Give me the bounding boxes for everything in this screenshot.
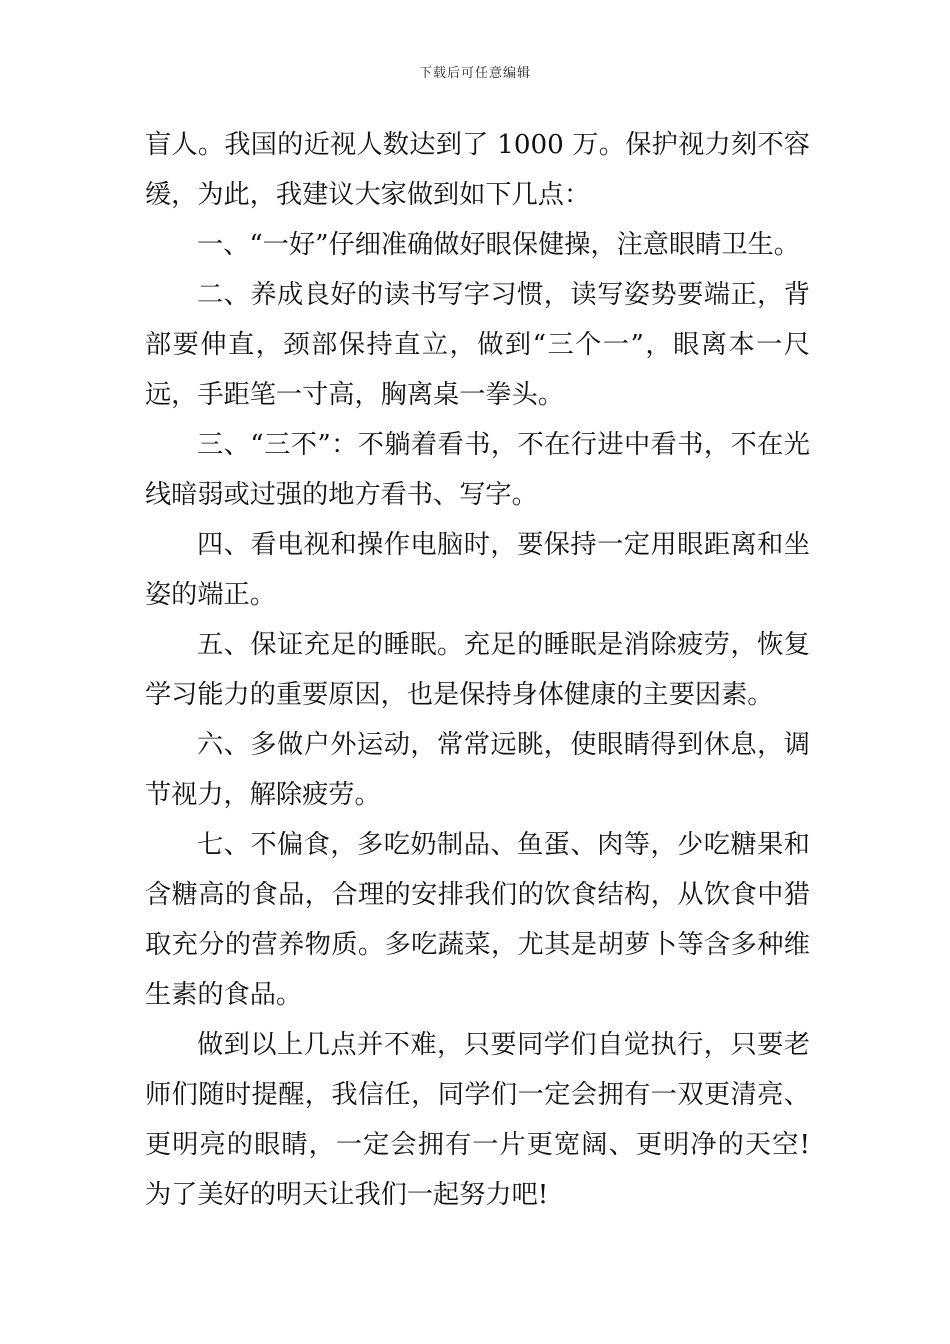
paragraph-conclusion: 做到以上几点并不难，只要同学们自觉执行，只要老师们随时提醒，我信任，同学们一定会拥有一双更清亮、更明亮的眼睛，一定会拥有一片更宽阔、更明净的天空!为了美好的明天让我们一起努力吧! [145, 1030, 810, 1210]
paragraph-intro-continuation: 盲人。我国的近视人数达到了 1000 万。保护视力刻不容缓，为此，我建议大家做到如下几点： [145, 130, 810, 210]
paragraph-point-3: 三、“三不”：不躺着看书，不在行进中看书，不在光线暗弱或过强的地方看书、写字。 [145, 430, 810, 510]
paragraph-point-4: 四、看电视和操作电脑时，要保持一定用眼距离和坐姿的端正。 [145, 530, 810, 610]
paragraph-point-2: 二、养成良好的读书写字习惯，读写姿势要端正，背部要伸直，颈部保持直立，做到“三个一”，眼离本一尺远，手距笔一寸高，胸离桌一拳头。 [145, 280, 810, 410]
page-header: 下载后可任意编辑 [418, 66, 531, 81]
paragraph-point-5: 五、保证充足的睡眠。充足的睡眠是消除疲劳，恢复学习能力的重要原因，也是保持身体健康的主要因素。 [145, 630, 810, 710]
paragraph-point-1: 一、“一好”仔细准确做好眼保健操，注意眼睛卫生。 [197, 230, 800, 260]
document-body [145, 120, 810, 1220]
paragraph-point-7: 七、不偏食，多吃奶制品、鱼蛋、肉等，少吃糖果和含糖高的食品，合理的安排我们的饮食结构，从饮食中猎取充分的营养物质。多吃蔬菜，尤其是胡萝卜等含多种维生素的食品。 [145, 830, 810, 1010]
paragraph-point-6: 六、多做户外运动，常常远眺，使眼睛得到休息，调节视力，解除疲劳。 [145, 730, 810, 810]
